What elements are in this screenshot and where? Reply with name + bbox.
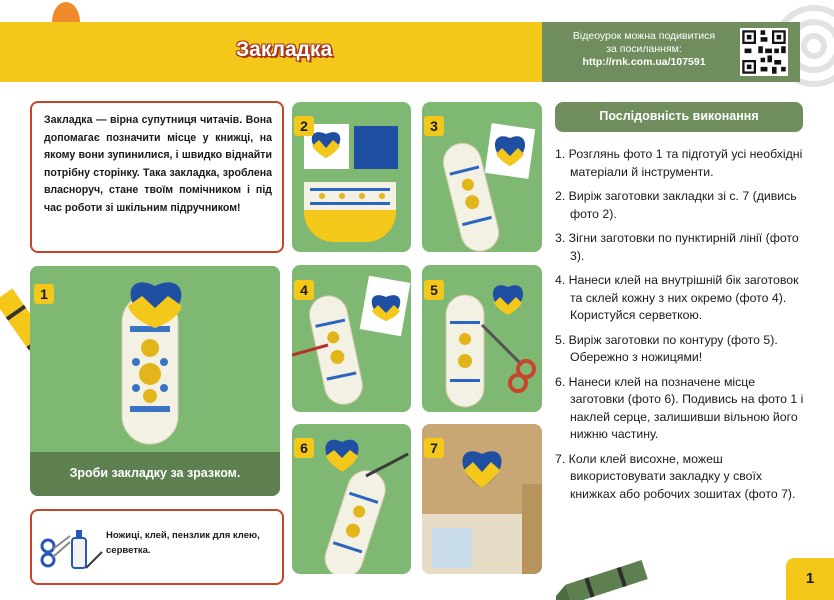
photo-number: 2	[294, 116, 314, 136]
qr-code-icon[interactable]	[740, 28, 788, 76]
photo-number: 1	[34, 284, 54, 304]
tools-image	[36, 516, 104, 576]
step-item: 3. Зігни заготовки по пунктирній лінії (фото 3).	[555, 231, 799, 263]
photo-number: 4	[294, 280, 314, 300]
photo-number: 3	[424, 116, 444, 136]
video-line-2: за посиланням:	[606, 43, 682, 55]
step-item: 5. Виріж заготовки по контуру (фото 5). Обережно з ножицями!	[555, 332, 778, 364]
photo-1-caption: Зроби закладку за зразком.	[69, 466, 241, 480]
steps-list	[555, 146, 805, 510]
step-item: 4. Нанеси клей на внутрішній бік заготовок та склей кожну з них окремо (фото 4). Користуйся серветкою.	[555, 273, 799, 322]
materials-text: Ножиці, клей, пензлик для клею, серветка.	[106, 530, 260, 556]
step-item: 2. Виріж заготовки закладки зі с. 7 (дивись фото 2).	[555, 189, 797, 221]
photo-number: 5	[424, 280, 444, 300]
steps-title: Послідовність виконання	[599, 109, 759, 123]
video-line-1: Відеоурок можна подивитися	[572, 30, 716, 42]
page-number: 1	[805, 570, 815, 587]
video-link-text	[548, 30, 740, 69]
step-item: 6. Нанеси клей на позначене місце заготовки (фото 6). Подивись на фото 1 і наклей серце, залишивши вільною його нижню частину.	[555, 374, 804, 441]
page-title: Закладка	[236, 38, 333, 61]
photo-number: 7	[424, 438, 444, 458]
step-item: 1. Розглянь фото 1 та підготуй усі необхідні матеріали й інструменти.	[555, 147, 803, 179]
step-item: 7. Коли клей висохне, можеш використовувати закладку у своїх книжках або робочих зошитах (фото 7).	[555, 451, 796, 501]
photo-number: 6	[294, 438, 314, 458]
crayon-decoration-icon	[556, 560, 656, 600]
video-url-link[interactable]: http://rnk.com.ua/107591	[582, 56, 706, 68]
intro-text: Закладка — вірна супутниця читачів. Вона допомагає позначити місце у книжці, на якому вони зупинилися, і швидко віднайти потрібну сторінку. Така закладка, зроблена власноруч, стане твоїм помічником і під час роботи зі шкільним підручником!	[44, 114, 272, 214]
